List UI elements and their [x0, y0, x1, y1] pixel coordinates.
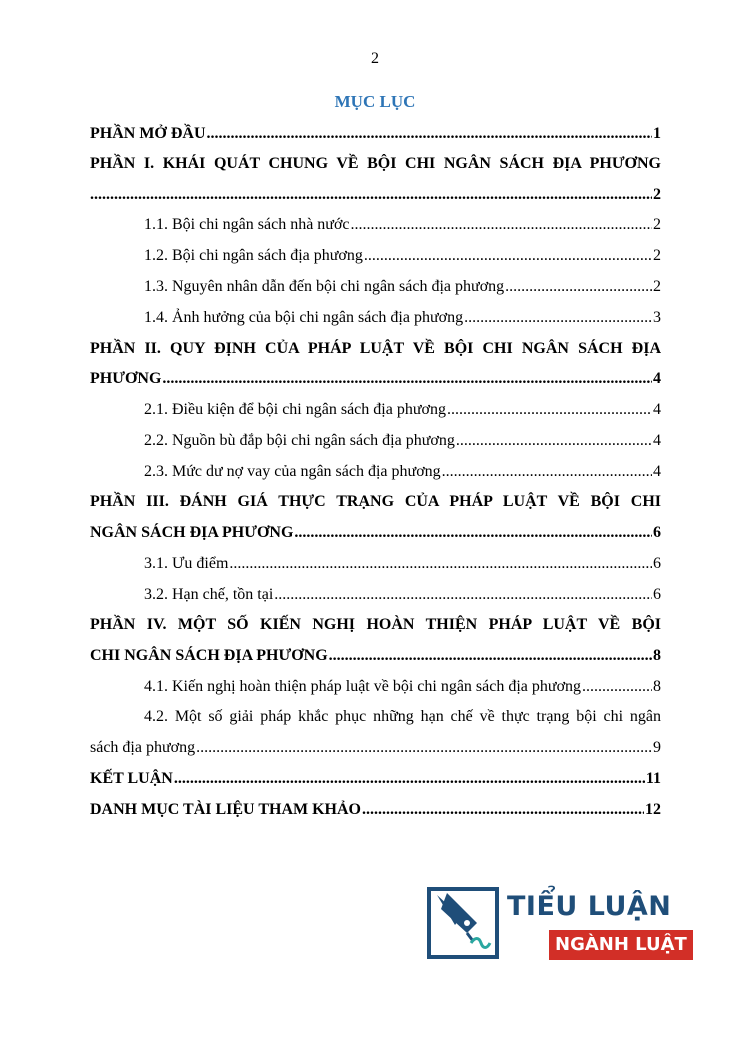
toc-entry-ket-luan[interactable]: KẾT LUẬN ..... 11: [90, 769, 661, 789]
toc-entry-2-2[interactable]: 2.2. Nguồn bù đắp bội chi ngân sách địa phương ..... 4: [144, 431, 661, 451]
toc-entry-4-2-line1[interactable]: 4.2. Một số giải pháp khắc phục những hạn chế về thực trạng bội chi ngân: [144, 708, 661, 725]
toc-entry-4-2-line2[interactable]: sách địa phương ..... 9: [90, 738, 661, 758]
toc-entry-phan-2-line1[interactable]: PHẦN II. QUY ĐỊNH CỦA PHÁP LUẬT VỀ BỘI CHI NGÂN SÁCH ĐỊA: [90, 340, 661, 357]
toc-entry-phan-1-line2[interactable]: ..... 2: [90, 185, 661, 205]
toc-entry-tai-lieu[interactable]: DANH MỤC TÀI LIỆU THAM KHẢO ..... 12: [90, 800, 661, 820]
logo-text-nganh-luat: NGÀNH LUẬT: [549, 930, 693, 960]
toc-entry-1-3[interactable]: 1.3. Nguyên nhân dẫn đến bội chi ngân sách địa phương ..... 2: [144, 277, 661, 297]
toc-entry-mo-dau[interactable]: PHẦN MỞ ĐẦU ..... 1: [90, 124, 661, 144]
toc-entry-phan-3-line2[interactable]: NGÂN SÁCH ĐỊA PHƯƠNG ..... 6: [90, 523, 661, 543]
toc-entry-3-1[interactable]: 3.1. Ưu điểm ..... 6: [144, 554, 661, 574]
toc-entry-4-1[interactable]: 4.1. Kiến nghị hoàn thiện pháp luật về bội chi ngân sách địa phương ..... 8: [144, 677, 661, 697]
brand-logo: [427, 887, 687, 967]
page-number: 2: [371, 50, 379, 67]
logo-text-tieu-luan: TIỂU LUẬN: [507, 891, 672, 922]
toc-entry-phan-3-line1[interactable]: PHẦN III. ĐÁNH GIÁ THỰC TRẠNG CỦA PHÁP LUẬT VỀ BỘI CHI: [90, 493, 661, 510]
toc-entry-phan-2-line2[interactable]: PHƯƠNG ..... 4: [90, 369, 661, 389]
toc-title: MỤC LỤC: [334, 92, 416, 111]
toc-entry-1-2[interactable]: 1.2. Bội chi ngân sách địa phương ..... 2: [144, 246, 661, 266]
fountain-pen-nib-icon: [427, 887, 499, 959]
toc-entry-phan-4-line2[interactable]: CHI NGÂN SÁCH ĐỊA PHƯƠNG ..... 8: [90, 646, 661, 666]
toc-entry-3-2[interactable]: 3.2. Hạn chế, tồn tại ..... 6: [144, 585, 661, 605]
toc-entry-1-1[interactable]: 1.1. Bội chi ngân sách nhà nước ..... 2: [144, 215, 661, 235]
toc-entry-1-4[interactable]: 1.4. Ảnh hưởng của bội chi ngân sách địa phương ..... 3: [144, 308, 661, 328]
toc-entry-phan-1-line1[interactable]: PHẦN I. KHÁI QUÁT CHUNG VỀ BỘI CHI NGÂN SÁCH ĐỊA PHƯƠNG: [90, 155, 661, 172]
toc-entry-2-3[interactable]: 2.3. Mức dư nợ vay của ngân sách địa phương ..... 4: [144, 462, 661, 482]
toc-entry-phan-4-line1[interactable]: PHẦN IV. MỘT SỐ KIẾN NGHỊ HOÀN THIỆN PHÁP LUẬT VỀ BỘI: [90, 616, 661, 633]
toc-entry-2-1[interactable]: 2.1. Điều kiện để bội chi ngân sách địa phương ..... 4: [144, 400, 661, 420]
